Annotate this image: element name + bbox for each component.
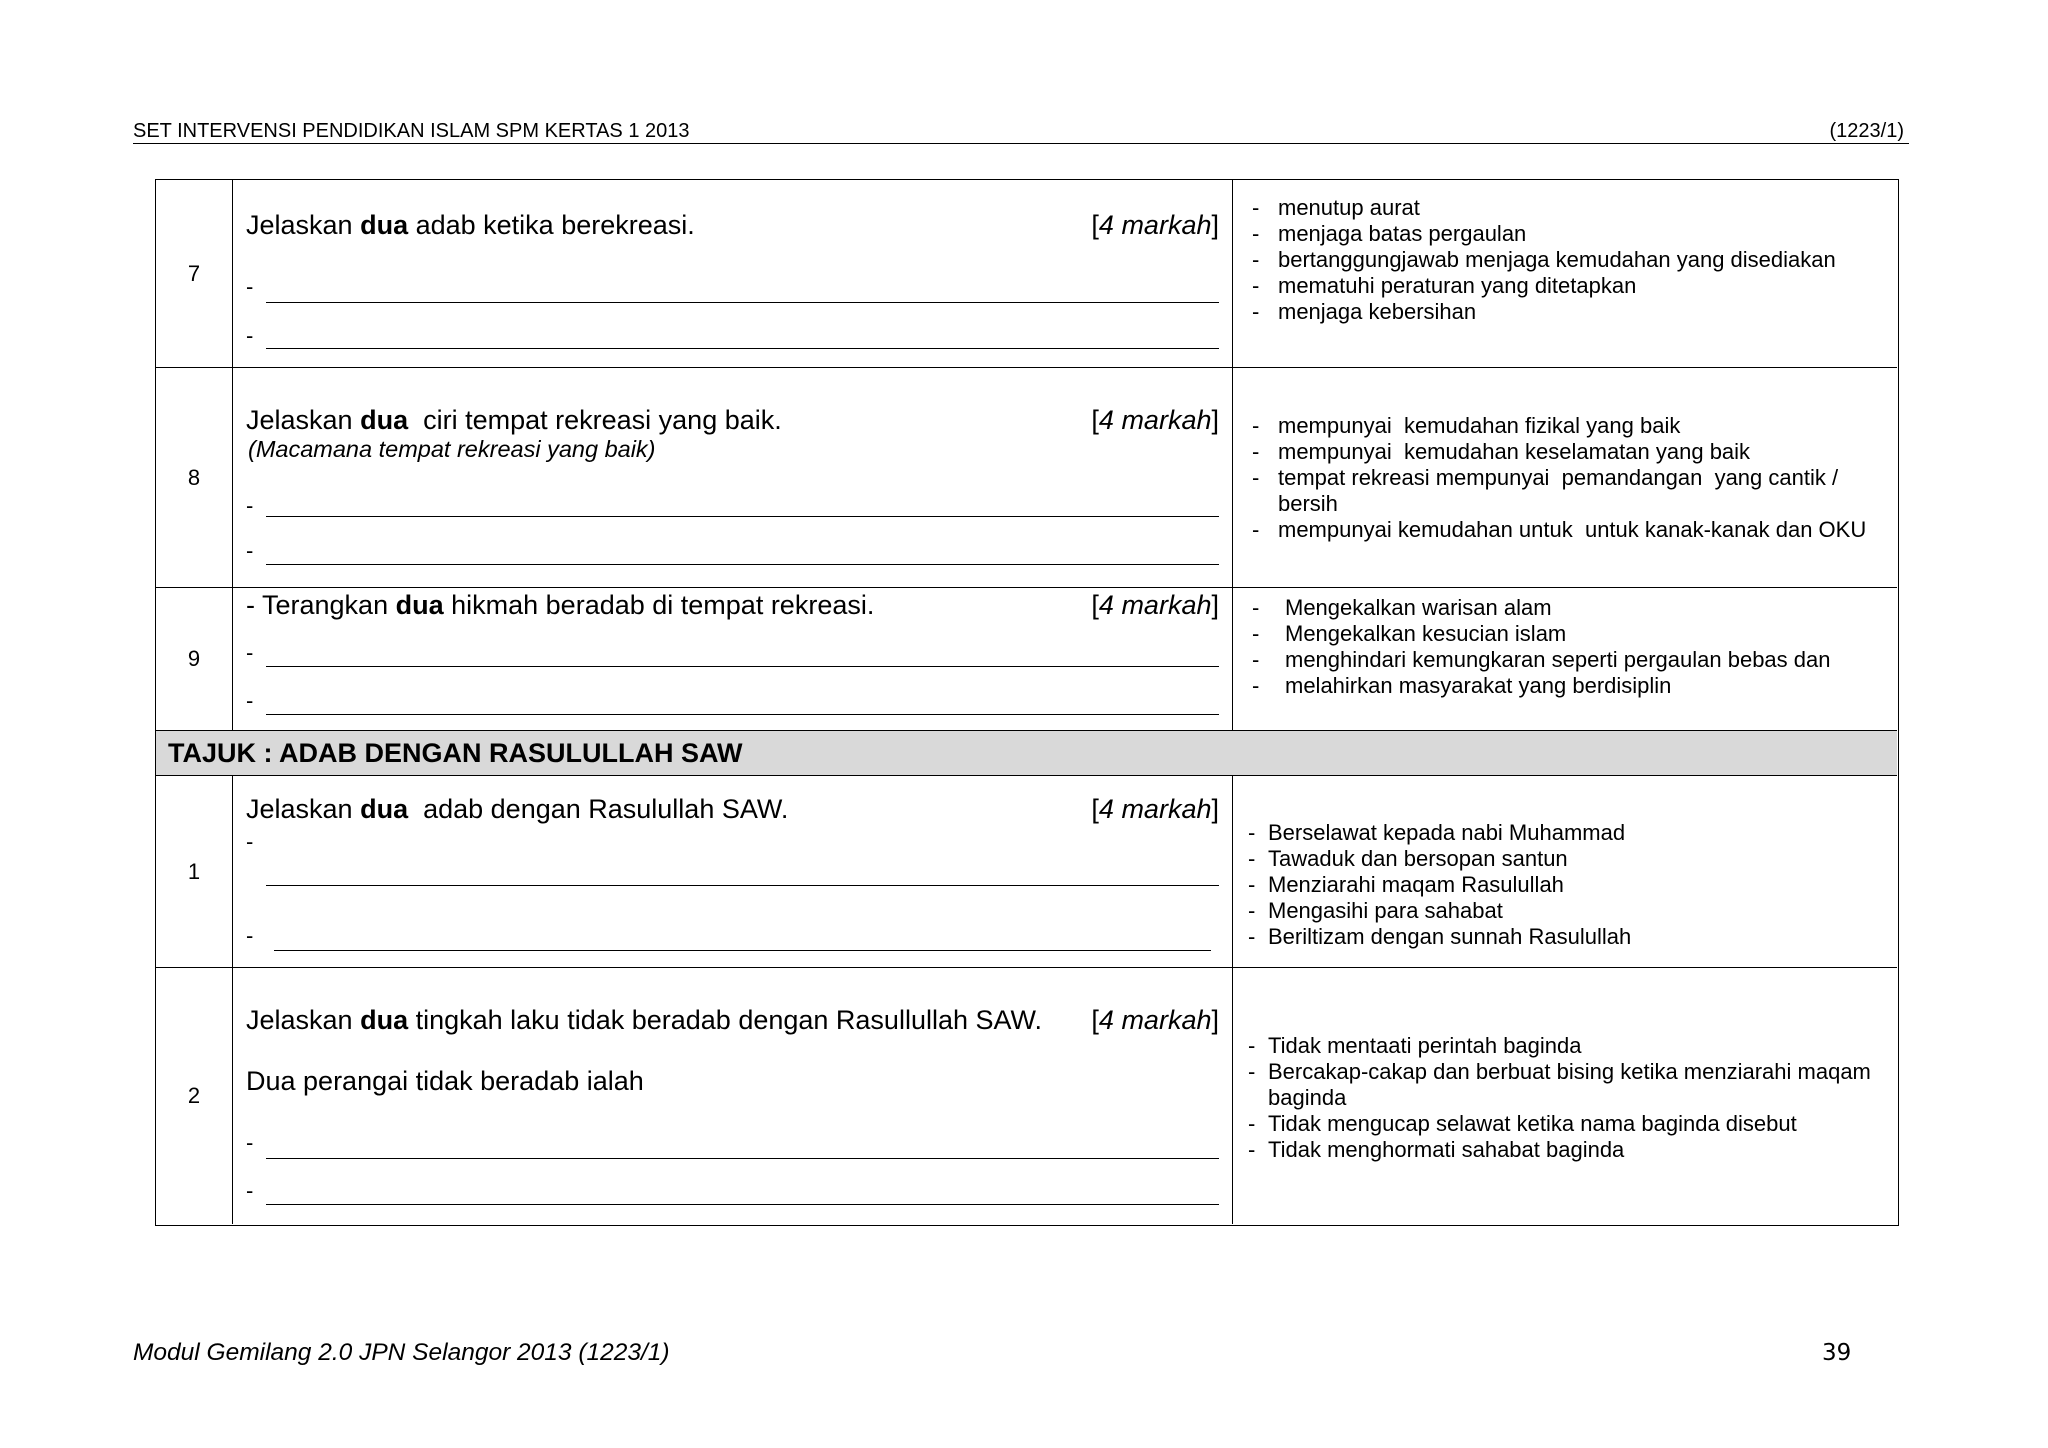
answer-key-text: mempunyai kemudahan untuk untuk kanak-kanak dan OKU	[1278, 517, 1867, 542]
marks-bracket: [	[1091, 794, 1099, 824]
bullet: -	[1248, 924, 1256, 949]
question-cell	[233, 588, 1232, 730]
running-header	[133, 119, 1909, 144]
marks-value: 4 markah	[1098, 405, 1212, 435]
answer-key-text: bertanggungjawab menjaga kemudahan yang disediakan	[1278, 247, 1836, 272]
question-text-part: - Terangkan	[246, 590, 396, 620]
question-table	[155, 179, 1899, 1226]
answer-dash: -	[246, 323, 254, 348]
question-cell	[233, 180, 1232, 367]
bullet: -	[1252, 413, 1260, 438]
answer-key-list	[1248, 1033, 1898, 1163]
bullet: -	[1252, 647, 1260, 672]
answer-key-cell	[1232, 776, 1897, 967]
answer-dash: -	[246, 538, 254, 563]
answer-key-text: Bercakap-cakap dan berbuat bising ketika menziarahi maqam baginda	[1268, 1059, 1878, 1110]
answer-key-text: Tidak mentaati perintah baginda	[1268, 1033, 1582, 1058]
answer-line	[274, 950, 1211, 951]
answer-key-item	[1248, 1033, 1898, 1059]
section-header	[156, 730, 1897, 775]
section-title: TAJUK : ADAB DENGAN RASULULLAH SAW	[168, 737, 743, 768]
answer-key-text: menghindari kemungkaran seperti pergaulan bebas dan	[1285, 647, 1831, 672]
answer-key-text: menutup aurat	[1278, 195, 1420, 220]
question-row	[156, 587, 1897, 730]
marks-bracket: ]	[1211, 590, 1219, 620]
answer-key-text: Tidak mengucap selawat ketika nama baginda disebut	[1268, 1111, 1797, 1136]
footer-module-title: Modul Gemilang 2.0 JPN Selangor 2013 (1223/1)	[133, 1339, 670, 1366]
marks-bracket: [	[1091, 405, 1099, 435]
answer-key-item	[1248, 1137, 1898, 1163]
answer-key-text: mematuhi peraturan yang ditetapkan	[1278, 273, 1637, 298]
answer-line	[266, 714, 1219, 715]
page-number: 39	[1822, 1340, 1852, 1366]
bullet: -	[1248, 898, 1256, 923]
answer-key-text: Tidak menghormati sahabat baginda	[1268, 1137, 1625, 1162]
answer-key-text: Mengasihi para sahabat	[1268, 898, 1503, 923]
question-number: 9	[187, 646, 201, 671]
bullet: -	[1248, 1111, 1256, 1136]
question-text	[246, 1004, 1042, 1036]
bullet: -	[1252, 595, 1260, 620]
answer-key-item	[1252, 673, 1885, 699]
bullet: -	[1252, 221, 1260, 246]
question-keyword: dua	[360, 405, 409, 435]
answer-key-cell	[1232, 368, 1897, 587]
answer-key-item	[1252, 647, 1885, 673]
bullet: -	[1252, 247, 1260, 272]
header-paper-code: (1223/1)	[1829, 120, 1904, 142]
bullet: -	[1252, 439, 1260, 464]
answer-key-item	[1252, 221, 1878, 247]
question-cell	[233, 968, 1232, 1224]
question-number-cell	[156, 776, 233, 967]
answer-key-item	[1252, 413, 1883, 439]
marks-label	[1091, 1004, 1219, 1036]
answer-key-item	[1252, 247, 1878, 273]
question-text	[246, 404, 782, 436]
marks-label	[1091, 589, 1219, 621]
bullet: -	[1252, 273, 1260, 298]
answer-key-item	[1248, 1111, 1898, 1137]
question-keyword: dua	[360, 794, 409, 824]
marks-value: 4 markah	[1098, 794, 1212, 824]
answer-dash: -	[246, 923, 254, 948]
answer-dash: -	[246, 1130, 254, 1155]
answer-line	[266, 516, 1219, 517]
question-text-part: adab dengan Rasulullah SAW.	[408, 794, 789, 824]
answer-key-item	[1248, 872, 1898, 898]
question-number-cell	[156, 368, 233, 587]
answer-key-cell	[1232, 180, 1897, 367]
answer-key-text: tempat rekreasi mempunyai pemandangan yang cantik / bersih	[1278, 465, 1845, 516]
answer-line	[266, 348, 1219, 349]
answer-dash: -	[246, 640, 254, 665]
answer-key-text: Tawaduk dan bersopan santun	[1268, 846, 1568, 871]
marks-bracket: ]	[1211, 405, 1219, 435]
marks-label	[1091, 793, 1219, 825]
question-keyword: dua	[395, 590, 444, 620]
question-keyword: dua	[360, 210, 409, 240]
question-text	[246, 209, 695, 241]
question-text-part: hikmah beradab di tempat rekreasi.	[443, 590, 875, 620]
bullet: -	[1252, 621, 1260, 646]
question-text-part: Jelaskan	[246, 1005, 361, 1035]
bullet: -	[1248, 1137, 1256, 1162]
question-number: 1	[187, 858, 201, 884]
answer-key-list	[1252, 195, 1878, 325]
question-prompt: Dua perangai tidak beradab ialah	[246, 1066, 644, 1096]
marks-bracket: ]	[1211, 1005, 1219, 1035]
answer-key-item	[1248, 820, 1898, 846]
answer-dash: -	[246, 829, 254, 854]
question-text-part: Jelaskan	[246, 794, 361, 824]
answer-key-list	[1252, 595, 1885, 699]
marks-bracket: [	[1091, 1005, 1099, 1035]
marks-value: 4 markah	[1098, 590, 1212, 620]
bullet: -	[1252, 299, 1260, 324]
answer-key-item	[1252, 273, 1878, 299]
answer-key-text: menjaga kebersihan	[1278, 299, 1477, 324]
answer-key-text: Mengekalkan kesucian islam	[1285, 621, 1567, 646]
question-number: 7	[187, 260, 201, 286]
answer-key-item	[1252, 595, 1885, 621]
question-text-part: adab ketika berekreasi.	[408, 210, 695, 240]
question-number: 8	[187, 464, 201, 490]
answer-key-item	[1252, 621, 1885, 647]
question-text	[246, 589, 874, 621]
marks-value: 4 markah	[1098, 210, 1212, 240]
answer-key-list	[1248, 820, 1898, 950]
question-cell	[233, 776, 1232, 967]
question-subtitle: (Macamana tempat rekreasi yang baik)	[248, 436, 656, 462]
question-row	[156, 180, 1897, 367]
answer-key-item	[1252, 439, 1883, 465]
question-number-cell	[156, 968, 233, 1224]
answer-key-text: Beriltizam dengan sunnah Rasulullah	[1268, 924, 1632, 949]
bullet: -	[1252, 673, 1260, 698]
answer-key-text: mempunyai kemudahan fizikal yang baik	[1278, 413, 1681, 438]
answer-dash: -	[246, 1178, 254, 1203]
question-text-part: Jelaskan	[246, 210, 361, 240]
answer-key-text: menjaga batas pergaulan	[1278, 221, 1527, 246]
marks-value: 4 markah	[1098, 1005, 1212, 1035]
question-row	[156, 967, 1897, 1224]
header-title: SET INTERVENSI PENDIDIKAN ISLAM SPM KERTAS 1 2013	[133, 120, 690, 142]
answer-key-item	[1252, 517, 1883, 543]
answer-key-cell	[1232, 968, 1897, 1224]
answer-key-item	[1248, 924, 1898, 950]
answer-key-text: Mengekalkan warisan alam	[1285, 595, 1552, 620]
answer-line	[266, 1204, 1219, 1205]
answer-key-text: Menziarahi maqam Rasulullah	[1268, 872, 1564, 897]
marks-label	[1091, 209, 1219, 241]
question-keyword: dua	[360, 1005, 409, 1035]
answer-key-item	[1248, 846, 1898, 872]
answer-line	[266, 885, 1219, 886]
bullet: -	[1252, 465, 1260, 490]
marks-bracket: [	[1091, 210, 1099, 240]
answer-key-item	[1252, 195, 1878, 221]
bullet: -	[1248, 1059, 1256, 1084]
answer-dash: -	[246, 688, 254, 713]
marks-label	[1091, 404, 1219, 436]
answer-dash: -	[246, 274, 254, 299]
marks-bracket: [	[1091, 590, 1099, 620]
marks-bracket: ]	[1211, 794, 1219, 824]
answer-key-text: melahirkan masyarakat yang berdisiplin	[1285, 673, 1672, 698]
bullet: -	[1248, 872, 1256, 897]
question-text-part: ciri tempat rekreasi yang baik.	[408, 405, 782, 435]
answer-line	[266, 302, 1219, 303]
question-number-cell	[156, 180, 233, 367]
question-number: 2	[187, 1083, 201, 1108]
answer-line	[266, 1158, 1219, 1159]
bullet: -	[1248, 846, 1256, 871]
marks-bracket: ]	[1211, 210, 1219, 240]
answer-key-item	[1252, 465, 1883, 517]
answer-key-cell	[1232, 588, 1897, 730]
bullet: -	[1252, 195, 1260, 220]
question-row	[156, 775, 1897, 967]
answer-key-item	[1252, 299, 1878, 325]
answer-key-text: Berselawat kepada nabi Muhammad	[1268, 820, 1626, 845]
answer-dash: -	[246, 493, 254, 518]
question-text-part: tingkah laku tidak beradab dengan Rasullullah SAW.	[408, 1005, 1043, 1035]
question-row	[156, 367, 1897, 587]
answer-key-list	[1252, 413, 1883, 543]
answer-line	[266, 564, 1219, 565]
answer-key-item	[1248, 1059, 1898, 1111]
question-number-cell	[156, 588, 233, 730]
question-text	[246, 793, 788, 825]
answer-key-item	[1248, 898, 1898, 924]
question-text-part: Jelaskan	[246, 405, 361, 435]
answer-key-text: mempunyai kemudahan keselamatan yang baik	[1278, 439, 1751, 464]
answer-line	[266, 666, 1219, 667]
bullet: -	[1252, 517, 1260, 542]
bullet: -	[1248, 820, 1256, 845]
bullet: -	[1248, 1033, 1256, 1058]
question-cell	[233, 368, 1232, 587]
